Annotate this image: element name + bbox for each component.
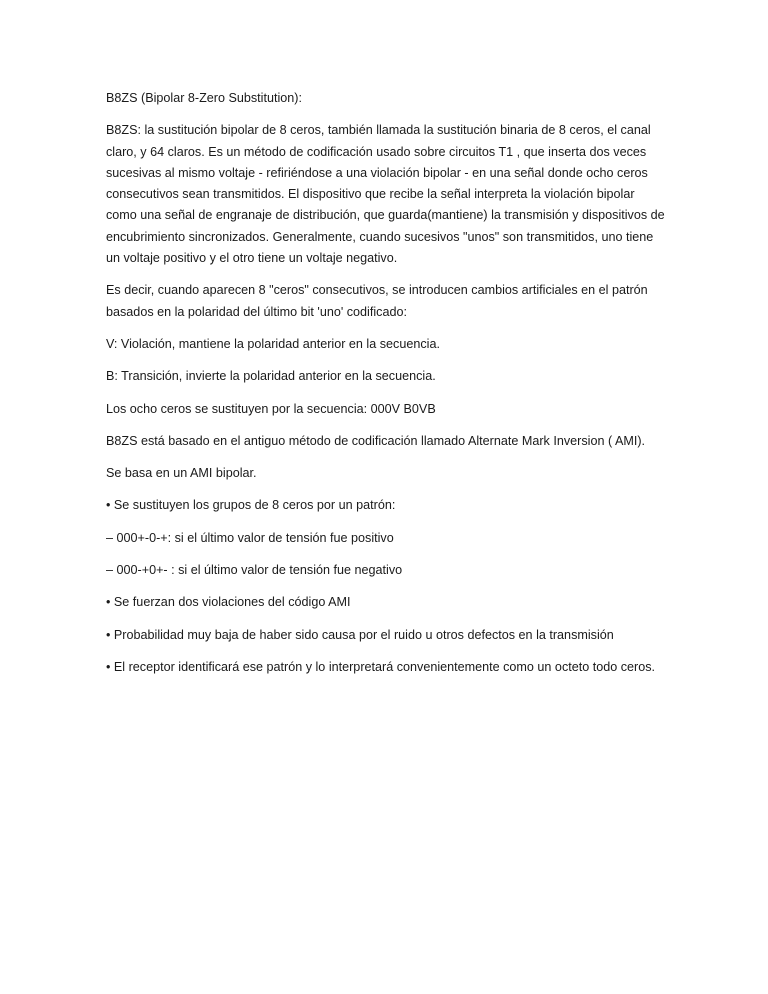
paragraph-violation: V: Violación, mantiene la polaridad anterior en la secuencia.	[106, 336, 440, 351]
document-title: B8ZS (Bipolar 8-Zero Substitution):	[106, 91, 302, 105]
paragraph-substitution-sequence: Los ocho ceros se sustituyen por la secuencia: 000V B0VB	[106, 401, 436, 416]
paragraph-ami-origin: B8ZS está basado en el antiguo método de codificación llamado Alternate Mark Inversion ( AMI).	[106, 433, 646, 448]
document-page	[106, 88, 666, 689]
dash-positive-voltage: – 000+-0-+: si el último valor de tensión fue positivo	[106, 530, 394, 545]
paragraph-consecutive-zeros: Es decir, cuando aparecen 8 "ceros" consecutivos, se introducen cambios artificiales en el patrón basados en la polaridad del último bit 'uno' codificado:	[106, 283, 648, 319]
bullet-noise-probability: • Probabilidad muy baja de haber sido causa por el ruido u otros defectos en la transmisión	[106, 627, 614, 642]
paragraph-bipolar-ami: Se basa en un AMI bipolar.	[106, 466, 257, 481]
dash-negative-voltage: – 000-+0+- : si el último valor de tensión fue negativo	[106, 563, 403, 578]
bullet-ami-violations: • Se fuerzan dos violaciones del código AMI	[106, 595, 351, 610]
bullet-pattern-substitution: • Se sustituyen los grupos de 8 ceros por un patrón:	[106, 498, 396, 513]
paragraph-transition: B: Transición, invierte la polaridad anterior en la secuencia.	[106, 369, 436, 384]
bullet-receiver-identification: • El receptor identificará ese patrón y lo interpretará convenientemente como un octeto todo ceros.	[106, 659, 656, 674]
paragraph-b8zs-definition: B8ZS: la sustitución bipolar de 8 ceros, también llamada la sustitución binaria de 8 ceros, el canal claro, y 64 claros. Es un método de codificación usado sobre circuitos T1 , que inserta dos veces sucesivas al mismo voltaje - refiriéndose a una violación bipolar - en una señal donde ocho ceros consecutivos sean transmitidos. El dispositivo que recibe la señal interpreta la violación bipolar como una señal de engranaje de distribución, que guarda(mantiene) la transmisión y dispositivos de encubrimiento sincronizados. Generalmente, cuando sucesivos "unos" son transmitidos, uno tiene un voltaje positivo y el otro tiene un voltaje negativo.	[106, 123, 665, 266]
